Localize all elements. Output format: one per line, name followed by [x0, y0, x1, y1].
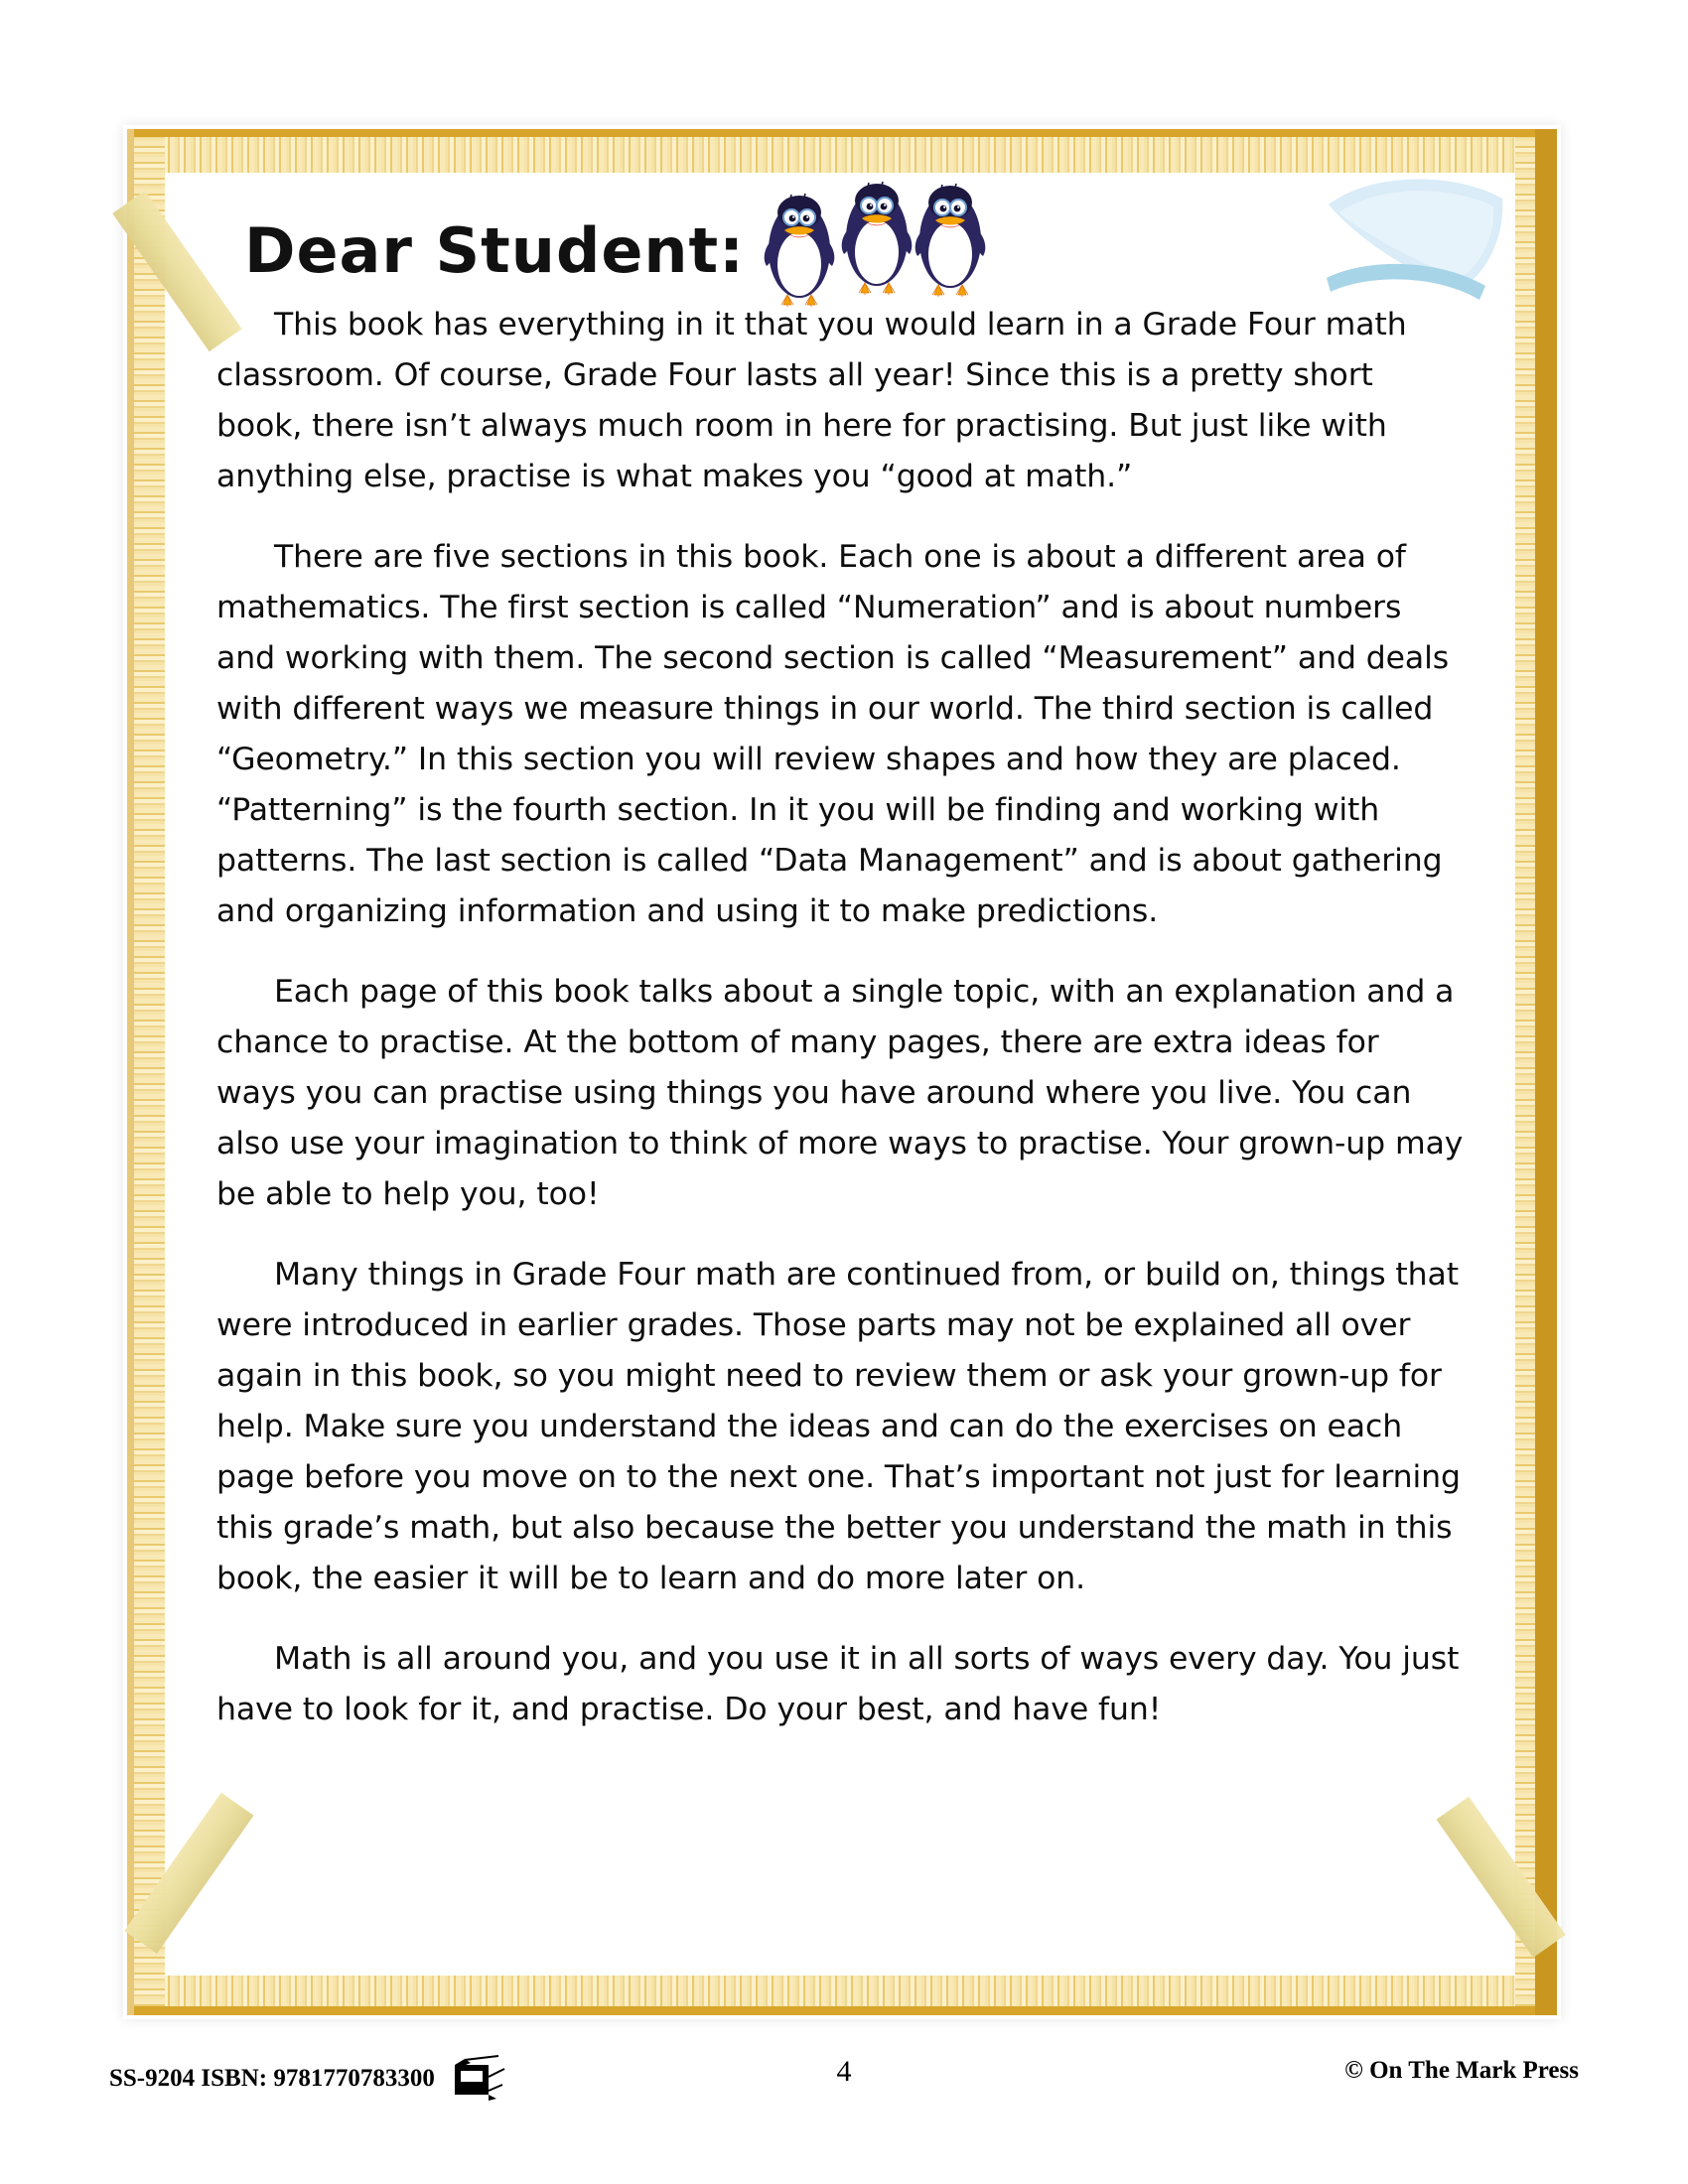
paragraph: This book has everything in it that you would learn in a Grade Four math classroom. Of course, Grade Four lasts all year! Since this is a pretty short book, there isn’t always much room in here for practising. But just like with anything else, practise is what makes you “good at math.”	[216, 307, 1407, 494]
page-footer	[0, 2045, 1688, 2105]
paragraph: Many things in Grade Four math are continued from, or build on, things that were introduced in earlier grades. Those parts may not be explained all over again in this book, so you might need to review them or ask your grown-up for help. Make sure you understand the ideas and can do the exercises on each page before you move on to the next one. That’s important not just for learning this grade’s math, but also because the better you understand the math in this book, the easier it will be to learn and do more later on.	[216, 1257, 1461, 1596]
frame-rail-bottom	[127, 2006, 1557, 2015]
page-title: Dear Student:	[244, 214, 745, 287]
frame-rail-right	[1535, 129, 1557, 2015]
frame-rail-left	[127, 129, 134, 2015]
decorative-frame	[127, 129, 1557, 2015]
page-number: 4	[836, 2055, 852, 2088]
paper-sheet	[165, 173, 1515, 1976]
penguins-illustration	[761, 181, 1009, 310]
frame-rail-top	[127, 129, 1557, 137]
paragraph: There are five sections in this book. Each one is about a different area of mathematics. The first section is called “Numeration” and is about numbers and working with them. The second section is called “Measurement” and deals with different ways we measure things in our world. The third section is called “Geometry.” In this section you will review shapes and how they are placed. “Patterning” is the fourth section. In it you will be finding and working with patterns. The last section is called “Data Management” and is about gathering and organizing information and using it to make predictions.	[216, 539, 1450, 929]
paragraph: Math is all around you, and you use it in all sorts of ways every day. You just have to look for it, and practise. Do your best, and have fun!	[216, 1641, 1460, 1727]
paragraph: Each page of this book talks about a single topic, with an explanation and a chance to practise. At the bottom of many pages, there are extra ideas for ways you can practise using things you have around where you live. You can also use your imagination to think of more ways to practise. Your grown-up may be able to help you, too!	[216, 974, 1464, 1212]
letter-body	[216, 300, 1466, 1735]
footer-copyright: © On The Mark Press	[1344, 2057, 1579, 2084]
footer-isbn-code: SS-9204 ISBN: 9781770783300	[109, 2065, 435, 2092]
